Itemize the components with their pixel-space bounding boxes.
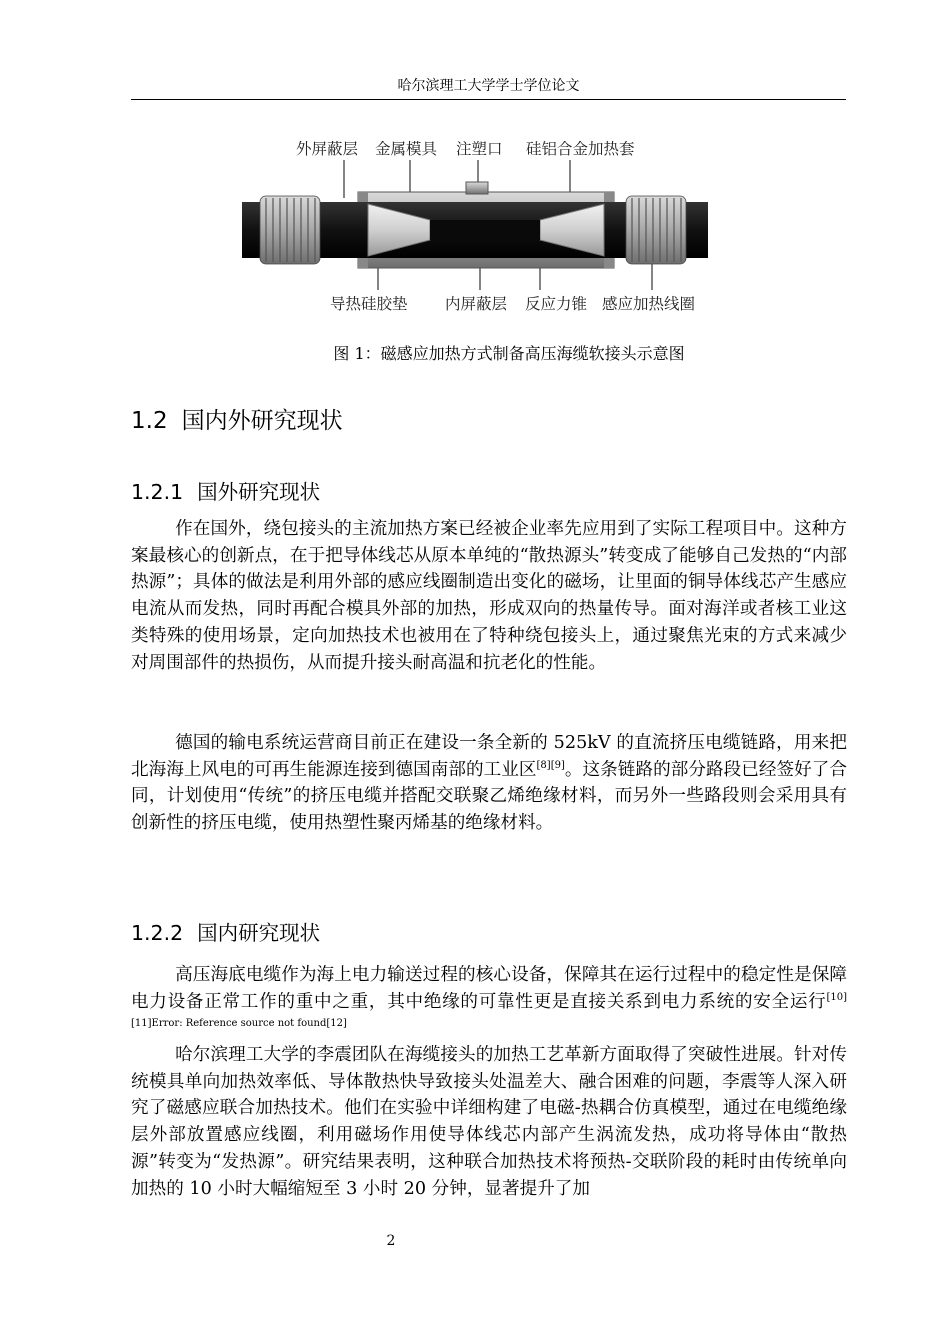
figure-cable-joint xyxy=(240,130,710,330)
section-heading xyxy=(131,404,343,438)
label-stress-cone: 反应力锥 xyxy=(525,295,588,313)
label-inner-shield: 内屏蔽层 xyxy=(445,295,508,313)
label-induction-coil: 感应加热线圈 xyxy=(602,295,696,313)
subsection-title: 国外研究现状 xyxy=(197,480,321,504)
citation: [8][9] xyxy=(536,759,565,771)
label-metal-mold: 金属模具 xyxy=(375,140,438,158)
subsection-number: 1.2.2 xyxy=(131,921,184,945)
subsection-number: 1.2.1 xyxy=(131,480,184,504)
label-injection-port: 注塑口 xyxy=(456,140,503,158)
paragraph-foreign-2: 德国的输电系统运营商目前正在建设一条全新的 525kV 的直流挤压电缆链路，用来把北海海上风电的可再生能源连接到德国南部的工业区[8][9]。这条链路的部分路段已经签好了合同，计划使用“传统”的挤压电缆并搭配交联聚乙烯绝缘材料，而另外一些路段则会采用具有创新性的挤压电缆，使用热塑性聚丙烯基的绝缘材料。 xyxy=(131,733,847,834)
label-outer-shield: 外屏蔽层 xyxy=(296,140,359,158)
header-rule xyxy=(131,99,846,100)
page-number: 2 xyxy=(386,1233,396,1249)
paragraph-domestic-2: 哈尔滨理工大学的李震团队在海缆接头的加热工艺革新方面取得了突破性进展。针对传统模具单向加热效率低、导体散热快导致接头处温差大、融合困难的问题，李震等人深入研究了磁感应联合加热技术。他们在实验中详细构建了电磁-热耦合仿真模型，通过在电缆绝缘层外部放置感应线圈，利用磁场作用使导体线芯内部产生涡流发热，成功将导体由“散热源”转变为“发热源”。研究结果表明，这种联合加热技术将预热-交联阶段的耗时由传统单向加热的 10 小时大幅缩短至 3 小时 20 分钟，显著提升了加 xyxy=(131,1045,847,1199)
paragraph-foreign-1: 作在国外，绕包接头的主流加热方案已经被企业率先应用到了实际工程项目中。这种方案最核心的创新点，在于把导体线芯从原本单纯的“散热源头”转变成了能够自己发热的“内部热源”；具体的做法是利用外部的感应线圈制造出变化的磁场，让里面的铜导体线芯产生感应电流从而发热，同时再配合模具外部的加热，形成双向的热量传导。面对海洋或者核工业这类特殊的使用场景，定向加热技术也被用在了特种绕包接头上，通过聚焦光束的方式来减少对周围部件的热损伤，从而提升接头耐高温和抗老化的性能。 xyxy=(131,519,847,673)
citation: [10] [11]Error: Reference source not found[12] xyxy=(131,991,847,1030)
paragraph-domestic-1: 高压海底电缆作为海上电力输送过程的核心设备，保障其在运行过程中的稳定性是保障电力设备正常工作的重中之重，其中绝缘的可靠性更是直接关系到电力系统的安全运行[10] [11]Error: Reference source not found[12] xyxy=(131,965,847,1030)
subsection-title: 国内研究现状 xyxy=(197,921,321,945)
cable-joint-drawing xyxy=(240,130,710,330)
label-silicone-pad: 导热硅胶垫 xyxy=(330,295,408,313)
section-title: 国内外研究现状 xyxy=(181,408,343,434)
section-number: 1.2 xyxy=(131,408,168,434)
figure-caption: 图 1：磁感应加热方式制备高压海缆软接头示意图 xyxy=(333,344,685,363)
subsection-heading-foreign xyxy=(131,477,320,507)
subsection-heading-domestic xyxy=(131,918,320,948)
running-header: 哈尔滨理工大学学士学位论文 xyxy=(397,78,580,94)
label-heating-jacket: 硅铝合金加热套 xyxy=(526,140,635,158)
